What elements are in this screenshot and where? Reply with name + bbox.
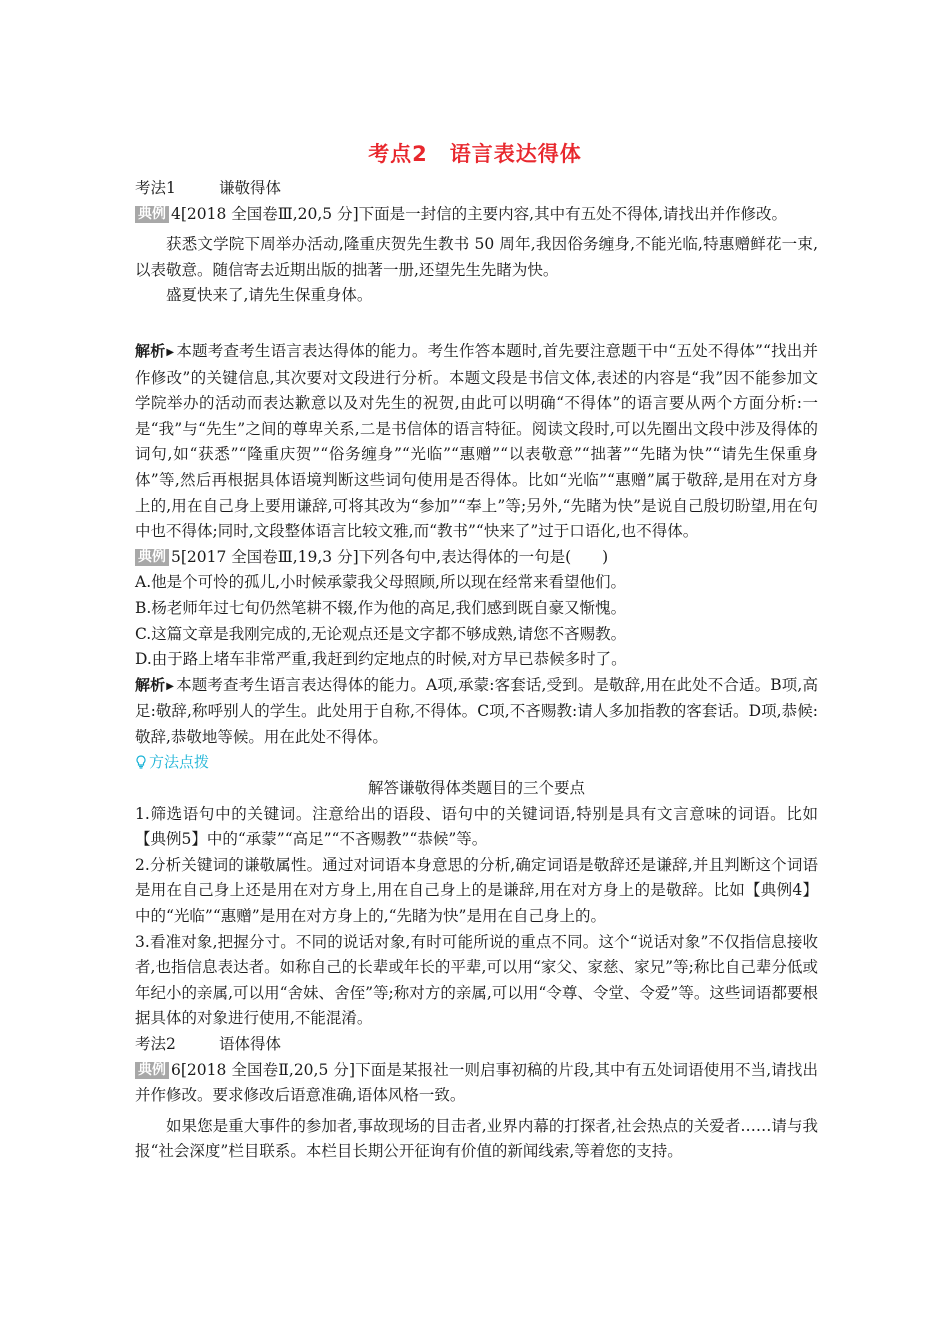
example-badge: 典例: [135, 549, 169, 566]
method-point-1: 1.筛选语句中的关键词。注意给出的语段、语句中的关键词语,特别是具有文言意味的词语。比如【典例5】中的“承蒙”“高足”“不吝赐教”“恭候”等。: [135, 804, 818, 849]
section-tag: 考法1: [135, 179, 176, 197]
triangle-icon: ▶: [166, 680, 175, 692]
lightbulb-icon: [135, 755, 147, 769]
example-4-text: 4[2018 全国卷Ⅲ,20,5 分]下面是一封信的主要内容,其中有五处不得体,请找出并作修改。: [171, 204, 787, 223]
section-name: 语体得体: [219, 1035, 282, 1053]
example-6-header: [135, 1058, 818, 1109]
analysis-text: 本题考查考生语言表达得体的能力。A项,承蒙:客套话,受到。是敬辞,用在此处不合适。B项,高足:敬辞,称呼别人的学生。此处用于自称,不得体。C项,不吝赐教:请人多加指教的客套话。D项,恭候:敬辞,恭敬地等候。用在此处不得体。: [135, 675, 818, 746]
section-heading-1: [135, 176, 818, 202]
example-4-header: [135, 202, 818, 228]
method-label: [135, 750, 818, 776]
page-title: 考点2 语言表达得体: [368, 142, 582, 166]
option-b: B.杨老师年过七旬仍然笔耕不辍,作为他的高足,我们感到既自豪又惭愧。: [135, 598, 627, 617]
example-6-passage: 如果您是重大事件的参加者,事故现场的目击者,业界内幕的打探者,社会热点的关爱者……请与我报“社会深度”栏目联系。本栏目长期公开征询有价值的新闻线索,等着您的支持。: [135, 1116, 818, 1161]
section-tag: 考法2: [135, 1035, 176, 1053]
example-badge: 典例: [135, 1062, 169, 1079]
method-point-3: 3.看准对象,把握分寸。不同的说话对象,有时可能所说的重点不同。这个“说话对象”不仅指信息接收者,也指信息表达者。如称自己的长辈或年长的平辈,可以用“家父、家慈、家兄”等;称比自己辈分低或年纪小的亲属,可以用“舍妹、舍侄”等;称对方的亲属,可以用“令尊、令堂、令爱”等。这些词语都要根据具体的对象进行使用,不能混淆。: [135, 932, 818, 1028]
method-label-text: 方法点拨: [149, 753, 210, 772]
analysis-text: 本题考查考生语言表达得体的能力。考生作答本题时,首先要注意题干中“五处不得体”“找出并作修改”的关键信息,其次要对文段进行分析。本题文段是书信文体,表述的内容是“我”因不能参加文学院举办的活动而表达歉意以及对先生的祝贺,由此可以明确“不得体”的语言要从两个方面分析:一是“我”与“先生”之间的尊卑关系,二是书信体的语言特征。阅读文段时,可以先圈出文段中涉及得体的词句,如“获悉”“隆重庆贺”“俗务缠身”“光临”“惠赠”“以表敬意”“拙著”“先睹为快”“请先生保重身体”等,然后再根据具体语境判断这些词句使用是否得体。比如“光临”“惠赠”属于敬辞,是用在对方身上的,用在自己身上要用谦辞,可将其改为“参加”“奉上”等;另外,“先睹为快”是说自己殷切盼望,用在句中也不得体;同时,文段整体语言比较文雅,而“教书”“快来了”过于口语化,也不得体。: [135, 341, 818, 541]
triangle-icon: ▶: [166, 346, 175, 358]
option-d: D.由于路上堵车非常严重,我赶到约定地点的时候,对方早已恭候多时了。: [135, 650, 627, 669]
section-name: 谦敬得体: [219, 179, 282, 197]
option-c: C.这篇文章是我刚完成的,无论观点还是文字都不够成熟,请您不吝赐教。: [135, 624, 627, 643]
example-5-analysis: [135, 673, 818, 751]
content-body: [135, 176, 818, 1165]
example-5-text: 5[2017 全国卷Ⅲ,19,3 分]下列各句中,表达得体的一句是( ): [171, 547, 609, 566]
example-badge: 典例: [135, 206, 169, 223]
example-4-analysis: [135, 339, 818, 545]
analysis-label: 解析: [135, 341, 166, 360]
example-5-header: [135, 545, 818, 571]
option-a: A.他是个可怜的孤儿,小时候承蒙我父母照顾,所以现在经常来看望他们。: [135, 573, 626, 592]
section-heading-2: [135, 1032, 818, 1058]
example-4-passage: 获悉文学院下周举办活动,隆重庆贺先生教书 50 周年,我因俗务缠身,不能光临,特惠赠鲜花一束,以表敬意。随信寄去近期出版的拙著一册,还望先生先睹为快。: [135, 235, 818, 279]
method-point-2: 2.分析关键词的谦敬属性。通过对词语本身意思的分析,确定词语是敬辞还是谦辞,并且判断这个词语是用在自己身上还是用在对方身上,用在自己身上的是谦辞,用在对方身上的是敬辞。比如【典例4】中的“光临”“惠赠”是用在对方身上的,“先睹为快”是用在自己身上的。: [135, 855, 818, 926]
analysis-label: 解析: [135, 675, 166, 694]
method-heading: 解答谦敬得体类题目的三个要点: [367, 779, 585, 798]
example-4-passage-2: 盛夏快来了,请先生保重身体。: [166, 286, 373, 305]
example-6-text: 6[2018 全国卷Ⅱ,20,5 分]下面是某报社一则启事初稿的片段,其中有五处词语使用不当,请找出并作修改。要求修改后语意准确,语体风格一致。: [135, 1060, 818, 1105]
